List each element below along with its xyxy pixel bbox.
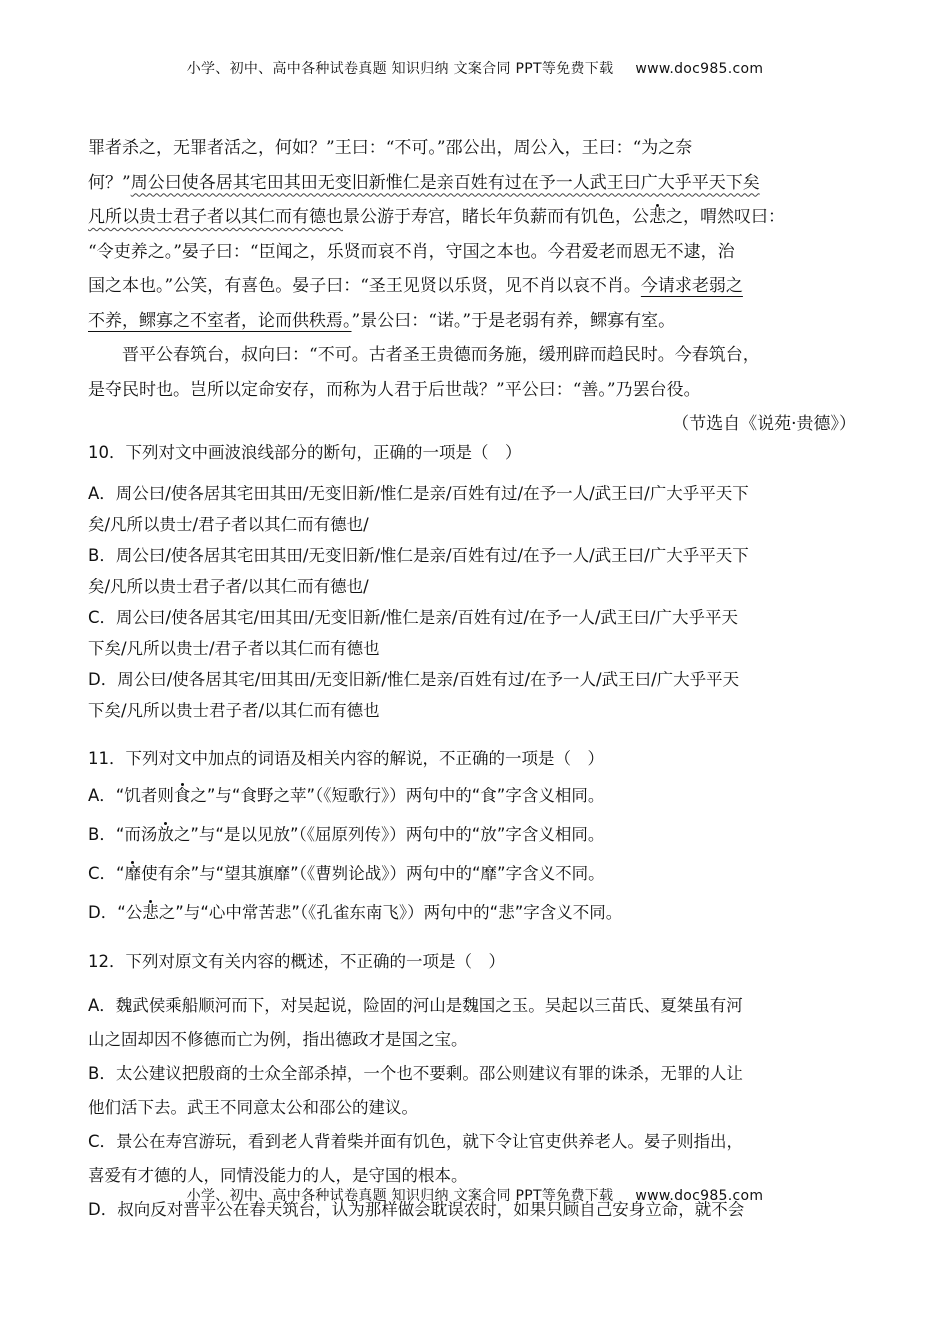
option-c xyxy=(88,602,863,664)
passage-line xyxy=(88,338,858,373)
passage-text: 景公游于寿宫，睹长年负薪而有饥色，公 xyxy=(343,207,649,227)
passage-line xyxy=(88,166,858,201)
passage-text: “令吏养之。”晏子曰：“臣闻之，乐贤而哀不肖，守国之本也。今君爱老而恩无不逮，治 xyxy=(88,241,735,262)
question-10 xyxy=(88,436,863,726)
passage-line xyxy=(88,373,858,408)
page-footer xyxy=(0,1185,950,1205)
dotted-char: 放 xyxy=(157,825,174,844)
option-a xyxy=(88,776,863,815)
option-c xyxy=(88,1125,863,1193)
passage-text: 是夺民时也。岂所以定命安存，而称为人君于后世哉？”平公曰：“善。”乃罢台役。 xyxy=(88,379,701,400)
option-text: 之”与“食野之苹”（《短歌行》）两句中的“食”字含义相同。 xyxy=(190,786,605,805)
option-a xyxy=(88,478,863,540)
wavy-underlined-text: 周公曰使各居其宅田其田无变旧新惟仁是亲百姓有过在予一人武王曰广大乎平天下矣 xyxy=(130,172,760,193)
option-text: D．“公 xyxy=(88,903,143,922)
passage-line xyxy=(88,235,858,270)
option-text: 下矣/凡所以贵士君子者/以其仁而有德也 xyxy=(88,701,380,720)
option-text: D．周公曰/使各居其宅/田其田/无变旧新/惟仁是亲/百姓有过/在予一人/武王曰/广大乎平天 xyxy=(88,670,740,689)
dotted-char: 悲 xyxy=(649,207,666,227)
option-b xyxy=(88,815,863,854)
option-text: A．魏武侯乘船顺河而下，对吴起说，险固的河山是魏国之玉。吴起以三苗氏、夏桀虽有河 xyxy=(88,996,743,1015)
option-text: 使有余”与“望其旗靡”（《曹刿论战》）两句中的“靡”字含义不同。 xyxy=(141,864,605,883)
option-text: 下矣/凡所以贵士/君子者以其仁而有德也 xyxy=(88,639,380,658)
option-text: 喜爱有才德的人，同情没能力的人，是守国的根本。 xyxy=(88,1166,468,1185)
passage-text: 何？” xyxy=(88,172,131,193)
option-b xyxy=(88,540,863,602)
source-text: （节选自《说苑·贵德》） xyxy=(672,414,856,434)
option-d xyxy=(88,893,863,932)
classical-passage xyxy=(88,131,858,442)
dotted-char: 靡 xyxy=(124,864,142,883)
option-a xyxy=(88,989,863,1057)
underlined-text: 不养，鳏寡之不室者，论而供秩焉。 xyxy=(88,310,352,331)
option-d xyxy=(88,664,863,726)
footer-text: 小学、初中、高中各种试卷真题 知识归纳 文案合同 PPT等免费下载 xyxy=(186,1188,614,1204)
option-text: 之”与“心中常苦悲”（《孔雀东南飞》）两句中的“悲”字含义不同。 xyxy=(158,903,623,922)
question-stem: 11．下列对文中加点的词语及相关内容的解说，不正确的一项是（ ） xyxy=(88,749,604,768)
dotted-char: 食 xyxy=(173,786,191,805)
header-url[interactable]: www.doc985.com xyxy=(635,61,764,77)
passage-text: 国之本也。”公笑，有喜色。晏子曰：“圣王见贤以乐贤，见不肖以哀不肖。 xyxy=(88,276,641,296)
passage-text: 晋平公春筑台，叔向曰：“不可。古者圣王贵德而务施，缓刑辟而趋民时。今春筑台， xyxy=(122,345,760,365)
option-text: 之”与“是以见放”（《屈原列传》）两句中的“放”字含义相同。 xyxy=(173,825,605,844)
passage-line xyxy=(88,304,858,339)
option-b xyxy=(88,1057,863,1125)
option-text: 他们活下去。武王不同意太公和邵公的建议。 xyxy=(88,1098,418,1117)
option-text: C．“ xyxy=(88,864,125,883)
option-text: 矣/凡所以贵士/君子者以其仁而有德也/ xyxy=(88,515,369,534)
option-text: C．景公在寿宫游玩，看到老人背着柴并面有饥色，就下令让官吏供养老人。晏子则指出， xyxy=(88,1132,744,1151)
option-text: A．周公曰/使各居其宅田其田/无变旧新/惟仁是亲/百姓有过/在予一人/武王曰/广大乎平天下 xyxy=(88,484,749,503)
page-header xyxy=(0,58,950,78)
question-stem: 10．下列对文中画波浪线部分的断句，正确的一项是（ ） xyxy=(88,443,522,462)
option-text: C．周公曰/使各居其宅/田其田/无变旧新/惟仁是亲/百姓有过/在予一人/武王曰/广大乎平天 xyxy=(88,608,738,627)
passage-text: 之，喟然叹曰： xyxy=(666,207,785,227)
option-text: B．太公建议把殷商的士众全部杀掉，一个也不要剩。邵公则建议有罪的诛杀，无罪的人让 xyxy=(88,1064,743,1083)
underlined-text: 今请求老弱之 xyxy=(640,276,743,296)
passage-text: ”景公曰：“诺。”于是老弱有养，鳏寡有室。 xyxy=(351,310,676,331)
passage-text: 罪者杀之，无罪者活之，何如？”王曰：“不可。”邵公出，周公入，王曰：“为之奈 xyxy=(88,138,693,158)
question-stem: 12．下列对原文有关内容的概述，不正确的一项是（ ） xyxy=(88,952,505,971)
passage-line xyxy=(88,269,858,304)
wavy-underlined-text: 凡所以贵士君子者以其仁而有德也 xyxy=(88,207,343,227)
dotted-char: 悲 xyxy=(142,903,159,922)
option-text: 矣/凡所以贵士君子者/以其仁而有德也/ xyxy=(88,577,369,596)
option-text: 山之固却因不修德而亡为例，指出德政才是国之宝。 xyxy=(88,1030,468,1049)
header-text: 小学、初中、高中各种试卷真题 知识归纳 文案合同 PPT等免费下载 xyxy=(186,61,614,77)
option-text: B．“而汤 xyxy=(88,825,158,844)
option-text: B．周公曰/使各居其宅田其田/无变旧新/惟仁是亲/百姓有过/在予一人/武王曰/广大乎平天下 xyxy=(88,546,749,565)
option-text: A．“饥者则 xyxy=(88,786,174,805)
footer-url[interactable]: www.doc985.com xyxy=(635,1188,764,1204)
option-c xyxy=(88,854,863,893)
question-11 xyxy=(88,742,863,932)
option-text: D．叔向反对晋平公在春天筑台，认为那样做会耽误农时，如果只顾自己安身立命，就不会 xyxy=(88,1200,745,1219)
passage-line xyxy=(88,131,858,166)
passage-line xyxy=(88,200,858,235)
